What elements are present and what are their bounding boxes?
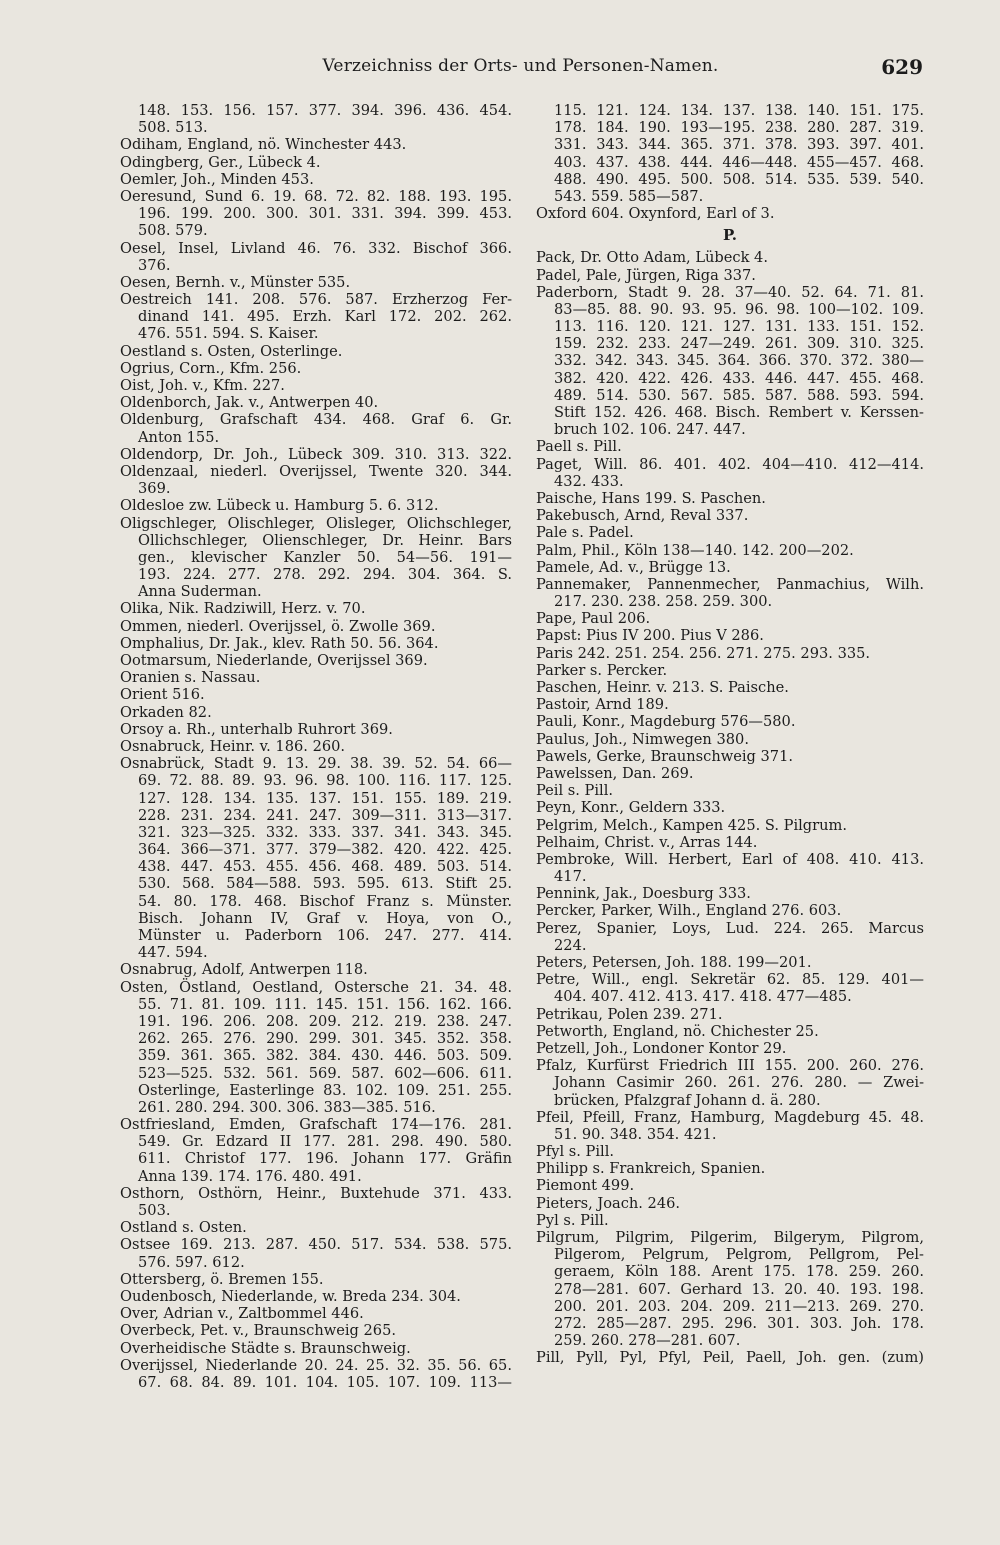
index-entry-line: Pfalz, Kurfürst Friedrich III 155. 200. 260. 276. [536,1057,924,1075]
index-entry-line: 403. 437. 438. 444. 446—448. 455—457. 468. [554,153,924,171]
index-entry-line: Oudenbosch, Niederlande, w. Breda 234. 304. [120,1287,461,1305]
index-entry-line: Orient 516. [120,686,205,704]
index-entry-line: geraem, Köln 188. Arent 175. 178. 259. 260. [554,1263,924,1281]
index-entry-line: Oldenzaal, niederl. Overijssel, Twente 320. 344. [120,462,512,480]
index-entry-line: 376. [138,256,171,274]
index-entry-line: Petzell, Joh., Londoner Kontor 29. [536,1039,787,1057]
index-entry-line: Oesel, Insel, Livland 46. 76. 332. Bischof 366. [120,239,512,257]
index-entry-line: Pack, Dr. Otto Adam, Lübeck 4. [536,249,768,267]
index-entry-line: Parker s. Percker. [536,661,668,679]
index-entry-line: Pembroke, Will. Herbert, Earl of 408. 410. 413. [536,850,924,868]
index-entry-line: Ostfriesland, Emden, Grafschaft 174—176. 281. [120,1116,512,1134]
index-entry-line: 331. 343. 344. 365. 371. 378. 393. 397. 401. [554,136,924,154]
index-entry-line: Odiham, England, nö. Winchester 443. [120,136,407,154]
index-entry-line: Petre, Will., engl. Sekretär 62. 85. 129. 401— [536,971,924,989]
index-entry-line: Pilgrum, Pilgrim, Pilgerim, Bilgerym, Pilgrom, [536,1229,924,1246]
index-entry-line: Over, Adrian v., Zaltbommel 446. [120,1305,364,1323]
index-entry-line: 55. 71. 81. 109. 111. 145. 151. 156. 162. 166. [138,995,512,1013]
index-entry-line: Ootmarsum, Niederlande, Overijssel 369. [120,652,428,669]
index-entry-line: 113. 116. 120. 121. 127. 131. 133. 151. 152. [554,318,924,336]
index-entry-line: Omphalius, Dr. Jak., klev. Rath 50. 56. 364. [120,634,439,652]
index-entry-line: Pastoir, Arnd 189. [536,696,669,714]
index-entry-line: Peyn, Konr., Geldern 333. [536,799,726,817]
index-entry-line: Pfeil, Pfeill, Franz, Hamburg, Magdeburg 45. 48. [536,1108,924,1126]
index-entry-line: Ommen, niederl. Overijssel, ö. Zwolle 369. [120,617,436,635]
index-entry-line: Pannemaker, Pannenmecher, Panmachius, Wilh. [536,575,924,593]
index-entry-line: 364. 366—371. 377. 379—382. 420. 422. 425. [138,841,512,859]
index-entry-line: 489. 514. 530. 567. 585. 587. 588. 593. 594. [554,386,924,404]
index-entry-line: 543. 559. 585—587. [554,187,704,205]
index-entry-line: Peil s. Pill. [536,782,614,800]
index-entry-line: Pale s. Padel. [536,524,634,542]
index-entry-line: Oldenborch, Jak. v., Antwerpen 40. [120,394,379,412]
index-entry-line: 404. 407. 412. 413. 417. 418. 477—485. [554,988,852,1006]
index-entry-line: 523—525. 532. 561. 569. 587. 602—606. 611. [138,1064,512,1082]
index-entry-line: Oranien s. Nassau. [120,669,261,687]
index-entry-line: Piemont 499. [536,1177,635,1195]
index-entry-line: 261. 280. 294. 300. 306. 383—385. 516. [138,1098,436,1116]
index-entry-line: Anna Suderman. [138,583,262,601]
index-entry-line: Anna 139. 174. 176. 480. 491. [138,1167,362,1185]
index-entry-line: Pape, Paul 206. [536,610,651,628]
index-entry-line: bruch 102. 106. 247. 447. [554,421,746,439]
index-entry-line: Pilgerom, Pelgrum, Pelgrom, Pellgrom, Pel- [554,1246,924,1264]
index-entry-line: Pawels, Gerke, Braunschweig 371. [536,747,793,765]
index-entry-line: Philipp s. Frankreich, Spanien. [536,1160,766,1178]
index-entry-line: Pennink, Jak., Doesburg 333. [536,885,751,903]
index-entry-line: Oligschleger, Olischleger, Olisleger, Olichschleger, [120,514,512,532]
index-entry-line: 228. 231. 234. 241. 247. 309—311. 313—317. [138,806,512,824]
index-entry-line: Oestreich 141. 208. 576. 587. Erzherzog Fer- [120,291,512,309]
index-entry-line: Petworth, England, nö. Chichester 25. [536,1022,819,1040]
index-entry-line: Stift 152. 426. 468. Bisch. Rembert v. Kerssen- [554,404,924,421]
index-entry-line: Pamele, Ad. v., Brügge 13. [536,558,731,576]
index-entry-line: Oxford 604. Oxynford, Earl of 3. [536,205,775,223]
index-entry-line: Paget, Will. 86. 401. 402. 404—410. 412—414. [536,455,924,473]
index-entry-line: Overheidische Städte s. Braunschweig. [120,1339,411,1357]
index-entry-line: 476. 551. 594. S. Kaiser. [138,325,319,343]
index-column-right [536,102,924,1367]
index-entry-line: 67. 68. 84. 89. 101. 104. 105. 107. 109. 113— [138,1373,512,1391]
index-entry-line: Pill, Pyll, Pyl, Pfyl, Peil, Paell, Joh. gen. (zum) [536,1349,924,1367]
index-entry-line: Osterlinge, Easterlinge 83. 102. 109. 251. 255. [138,1081,512,1099]
index-entry-line: 54. 80. 178. 468. Bischof Franz s. Münster. [138,892,512,910]
running-title: Verzeichniss der Orts- und Personen-Namen. [322,56,719,76]
index-entry-line: 259. 260. 278—281. 607. [554,1332,741,1350]
index-entry-line: 369. [138,480,171,498]
index-entry-line: Pfyl s. Pill. [536,1143,614,1161]
section-heading: P. [722,226,738,245]
index-entry-line: 69. 72. 88. 89. 93. 96. 98. 100. 116. 117. 125. [138,772,512,790]
index-entry-line: Paderborn, Stadt 9. 28. 37—40. 52. 64. 71. 81. [536,283,924,301]
index-entry-line: brücken, Pfalzgraf Johann d. ä. 280. [554,1091,821,1109]
index-entry-line: Osnabrug, Adolf, Antwerpen 118. [120,961,368,979]
index-entry-line: 115. 121. 124. 134. 137. 138. 140. 151. 175. [554,102,924,119]
index-entry-line: 51. 90. 348. 354. 421. [554,1125,717,1143]
index-entry-line: Pieters, Joach. 246. [536,1194,681,1212]
index-entry-line: Pawelssen, Dan. 269. [536,764,694,782]
index-entry-line: 224. [554,936,587,954]
index-entry-line: 217. 230. 238. 258. 259. 300. [554,593,773,611]
index-column-left [120,102,512,1391]
index-entry-line: 530. 568. 584—588. 593. 595. 613. Stift 25. [138,875,512,893]
index-entry-line: 196. 199. 200. 300. 301. 331. 394. 399. 453. [138,205,512,223]
index-entry-line: Perez, Spanier, Loys, Lud. 224. 265. Marcus [536,919,924,937]
index-entry-line: Ostsee 169. 213. 287. 450. 517. 534. 538. 575. [120,1236,512,1254]
page-number: 629 [881,55,923,79]
index-entry-line: Olika, Nik. Radziwill, Herz. v. 70. [120,600,366,618]
index-entry-line: 159. 232. 233. 247—249. 261. 309. 310. 325. [554,335,924,353]
index-entry-line: Pauli, Konr., Magdeburg 576—580. [536,713,796,731]
index-entry-line: 503. [138,1202,171,1219]
index-entry-line: 576. 597. 612. [138,1253,245,1271]
index-entry-line: 549. Gr. Edzard II 177. 281. 298. 490. 580. [138,1133,512,1151]
index-entry-line: Paische, Hans 199. S. Paschen. [536,489,766,507]
index-entry-line: Oestland s. Osten, Osterlinge. [120,342,343,360]
index-entry-line: Paris 242. 251. 254. 256. 271. 275. 293. 335. [536,644,871,662]
index-entry-line: Pakebusch, Arnd, Reval 337. [536,507,749,525]
index-entry-line: Bisch. Johann IV, Graf v. Hoya, von O., [138,909,512,927]
index-entry-line: Percker, Parker, Wilh., England 276. 603. [536,902,842,920]
index-entry-line: Orsoy a. Rh., unterhalb Ruhrort 369. [120,720,393,738]
index-entry-line: Johann Casimir 260. 261. 276. 280. — Zwei- [554,1074,924,1092]
index-entry-line: 178. 184. 190. 193—195. 238. 280. 287. 319. [554,119,924,137]
index-entry-line: Münster u. Paderborn 106. 247. 277. 414. [138,927,512,944]
index-entry-line: Paschen, Heinr. v. 213. S. Paische. [536,679,789,696]
index-entry-line: Anton 155. [138,428,220,446]
index-entry-line: 148. 153. 156. 157. 377. 394. 396. 436. 454. [138,102,512,119]
index-entry-line: 278—281. 607. Gerhard 13. 20. 40. 193. 198. [554,1280,924,1298]
index-entry-line: Oldenburg, Grafschaft 434. 468. Graf 6. Gr. [120,411,512,429]
index-entry-line: Ottersberg, ö. Bremen 155. [120,1270,324,1288]
index-entry-line: 447. 594. [138,944,208,962]
index-entry-line: Orkaden 82. [120,703,212,721]
index-entry-line: Oemler, Joh., Minden 453. [120,170,314,188]
index-entry-line: Odingberg, Ger., Lübeck 4. [120,153,321,171]
index-entry-line: 359. 361. 365. 382. 384. 430. 446. 503. 509. [138,1047,512,1065]
index-entry-line: Palm, Phil., Köln 138—140. 142. 200—202. [536,541,854,559]
index-entry-line: 127. 128. 134. 135. 137. 151. 155. 189. 219. [138,789,512,807]
index-entry-line: 611. Christof 177. 196. Johann 177. Gräfin [138,1150,512,1168]
index-entry-line: Pyl s. Pill. [536,1211,609,1229]
index-entry-line: Paell s. Pill. [536,438,622,456]
index-entry-line: 272. 285—287. 295. 296. 301. 303. Joh. 178. [554,1314,924,1332]
index-entry-line: Pelgrim, Melch., Kampen 425. S. Pilgrum. [536,816,848,834]
index-entry-line: 193. 224. 277. 278. 292. 294. 304. 364. S. [138,566,512,584]
page-header [118,56,923,86]
index-entry-line: Peters, Petersen, Joh. 188. 199—201. [536,954,812,971]
index-entry-line: 417. [554,868,587,886]
index-entry-line: Oldesloe zw. Lübeck u. Hamburg 5. 6. 312. [120,497,439,515]
index-entry-line: Oist, Joh. v., Kfm. 227. [120,377,285,394]
index-entry-line: 488. 490. 495. 500. 508. 514. 535. 539. 540. [554,170,924,188]
index-entry-line: 200. 201. 203. 204. 209. 211—213. 269. 270. [554,1297,924,1315]
index-entry-line: 321. 323—325. 332. 333. 337. 341. 343. 345. [138,823,512,841]
index-entry-line: Ollichschleger, Olienschleger, Dr. Heinr. Bars [138,531,512,549]
index-entry-line: Ostland s. Osten. [120,1219,247,1237]
index-entry-line: Overijssel, Niederlande 20. 24. 25. 32. 35. 56. 65. [120,1356,512,1374]
index-entry-line: dinand 141. 495. Erzh. Karl 172. 202. 262. [138,308,512,326]
index-entry-line: Oeresund, Sund 6. 19. 68. 72. 82. 188. 193. 195. [120,187,512,205]
index-entry-line: Oesen, Bernh. v., Münster 535. [120,273,351,291]
index-entry-line: 83—85. 88. 90. 93. 95. 96. 98. 100—102. 109. [554,300,924,318]
index-entry-line: 508. 579. [138,222,208,240]
index-entry-line: gen., klevischer Kanzler 50. 54—56. 191— [138,548,512,566]
index-entry-line: Pelhaim, Christ. v., Arras 144. [536,833,758,851]
index-entry-line: Osten, Östland, Oestland, Ostersche 21. 34. 48. [120,978,512,996]
index-entry-line: 508. 513. [138,119,208,137]
index-entry-line: 262. 265. 276. 290. 299. 301. 345. 352. 358. [138,1030,512,1048]
index-entry-line: Oldendorp, Dr. Joh., Lübeck 309. 310. 313. 322. [120,445,512,463]
index-entry-line: 382. 420. 422. 426. 433. 446. 447. 455. 468. [554,369,924,387]
index-entry-line: 191. 196. 206. 208. 209. 212. 219. 238. 247. [138,1012,512,1030]
index-entry-line: Osnabrück, Stadt 9. 13. 29. 38. 39. 52. 54. 66— [120,755,512,773]
index-entry-line: Paulus, Joh., Nimwegen 380. [536,730,749,748]
index-entry-line: Padel, Pale, Jürgen, Riga 337. [536,266,756,284]
index-entry-line: 332. 342. 343. 345. 364. 366. 370. 372. 380— [554,352,924,370]
index-entry-line: Overbeck, Pet. v., Braunschweig 265. [120,1322,396,1340]
index-entry-line: 432. 433. [554,472,624,490]
index-entry-line: Petrikau, Polen 239. 271. [536,1005,723,1023]
index-entry-line: Papst: Pius IV 200. Pius V 286. [536,627,764,645]
index-entry-line: Osnabruck, Heinr. v. 186. 260. [120,737,346,755]
index-entry-line: Osthorn, Osthörn, Heinr., Buxtehude 371. 433. [120,1184,512,1202]
index-entry-line: Ogrius, Corn., Kfm. 256. [120,359,302,377]
index-entry-line: 438. 447. 453. 455. 456. 468. 489. 503. 514. [138,858,512,876]
